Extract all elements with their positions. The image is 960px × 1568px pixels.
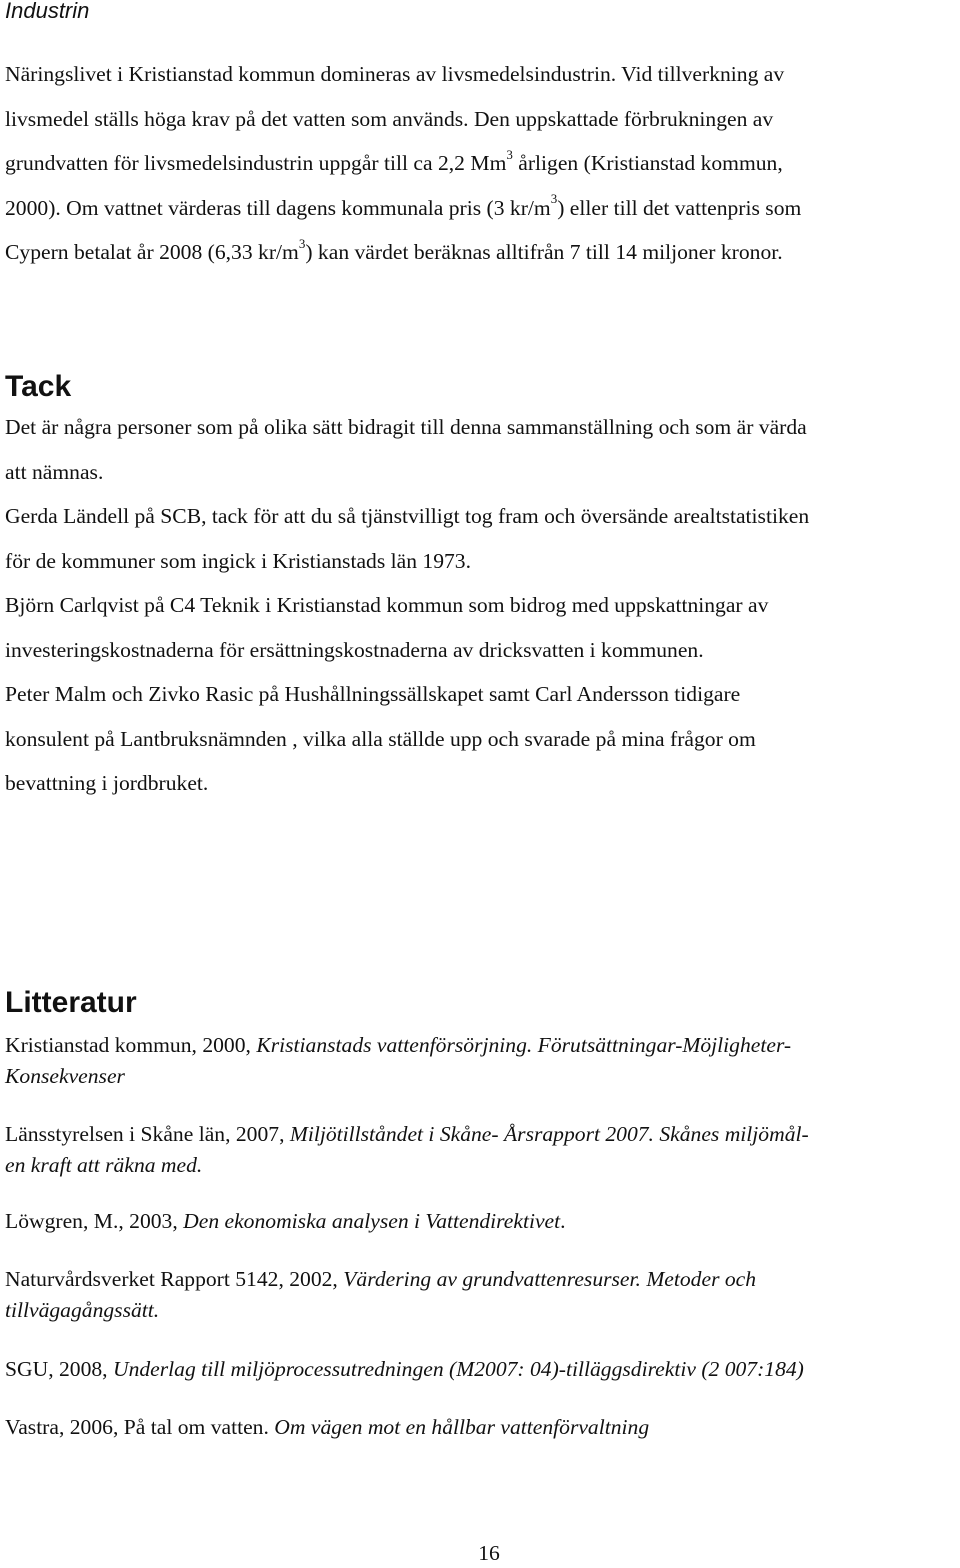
reference-5: SGU, 2008, Underlag till miljöprocessutredningen (M2007: 04)-tilläggsdirektiv (2 007:184)	[5, 1357, 804, 1381]
text-line: Det är några personer som på olika sätt bidragit till denna sammanställning och som är värda	[5, 415, 807, 439]
section-heading-tack: Tack	[5, 370, 72, 403]
section-heading-industrin: Industrin	[5, 0, 90, 23]
page-number: 16	[478, 1541, 500, 1565]
reference-2: Länsstyrelsen i Skåne län, 2007, Miljötillståndet i Skåne- Årsrapport 2007. Skånes miljömål- en kraft att räkna med.	[5, 1122, 809, 1177]
text-line: konsulent på Lantbruksnämnden , vilka alla ställde upp och svarade på mina frågor om	[5, 726, 756, 751]
text-line: bevattning i jordbruket.	[5, 771, 209, 795]
reference-1: Kristianstad kommun, 2000, Kristianstads vattenförsörjning. Förutsättningar-Möjligheter- Konsekvenser	[5, 1033, 792, 1088]
text-line: Peter Malm och Zivko Rasic på Hushållningssällskapet samt Carl Andersson tidigare	[5, 682, 741, 706]
paragraph-industrin	[5, 52, 956, 275]
reference-4: Naturvårdsverket Rapport 5142, 2002, Värdering av grundvattenresurser. Metoder och tillvägagångssätt.	[5, 1267, 757, 1322]
reference-6: Vastra, 2006, På tal om vatten. Om vägen mot en hållbar vattenförvaltning	[5, 1415, 650, 1439]
text-line: 2000). Om vattnet värderas till dagens kommunala pris (3 $kr/m^3$) eller till det vattenpris som	[5, 191, 802, 220]
text-line: Cypern betalat år 2008 (6,33 $kr/m^3$) kan värdet beräknas alltifrån 7 till 14 miljoner kronor.	[5, 235, 783, 264]
text-line: investeringskostnaderna för ersättningskostnaderna av dricksvatten i kommunen.	[5, 637, 704, 662]
text-line: för de kommuner som ingick i Kristianstads län 1973.	[5, 548, 471, 573]
superscript: 3	[506, 146, 513, 162]
paragraph-tack	[5, 405, 956, 806]
section-heading-litteratur: Litteratur	[5, 986, 137, 1019]
text-line: Björn Carlqvist på C4 Teknik i Kristianstad kommun som bidrog med uppskattningar av	[5, 593, 769, 617]
reference-3: Löwgren, M., 2003, Den ekonomiska analysen i Vattendirektivet.	[5, 1209, 566, 1233]
superscript: 3	[550, 191, 558, 207]
text-line: Gerda Ländell på SCB, tack för att du så tjänstvilligt tog fram och översände arealtstatistiken	[5, 504, 810, 528]
text-line: Näringslivet i Kristianstad kommun domineras av livsmedelsindustrin. Vid tillverkning av	[5, 62, 785, 86]
text-line: livsmedel ställs höga krav på det vatten som används. Den uppskattade förbrukningen av	[5, 106, 774, 131]
superscript: 3	[298, 235, 306, 251]
text-line: grundvatten för livsmedelsindustrin uppgår till ca 2,2 Mm$^3$ årligen (Kristianstad kommun,	[5, 146, 783, 175]
text-line: att nämnas.	[5, 459, 104, 484]
